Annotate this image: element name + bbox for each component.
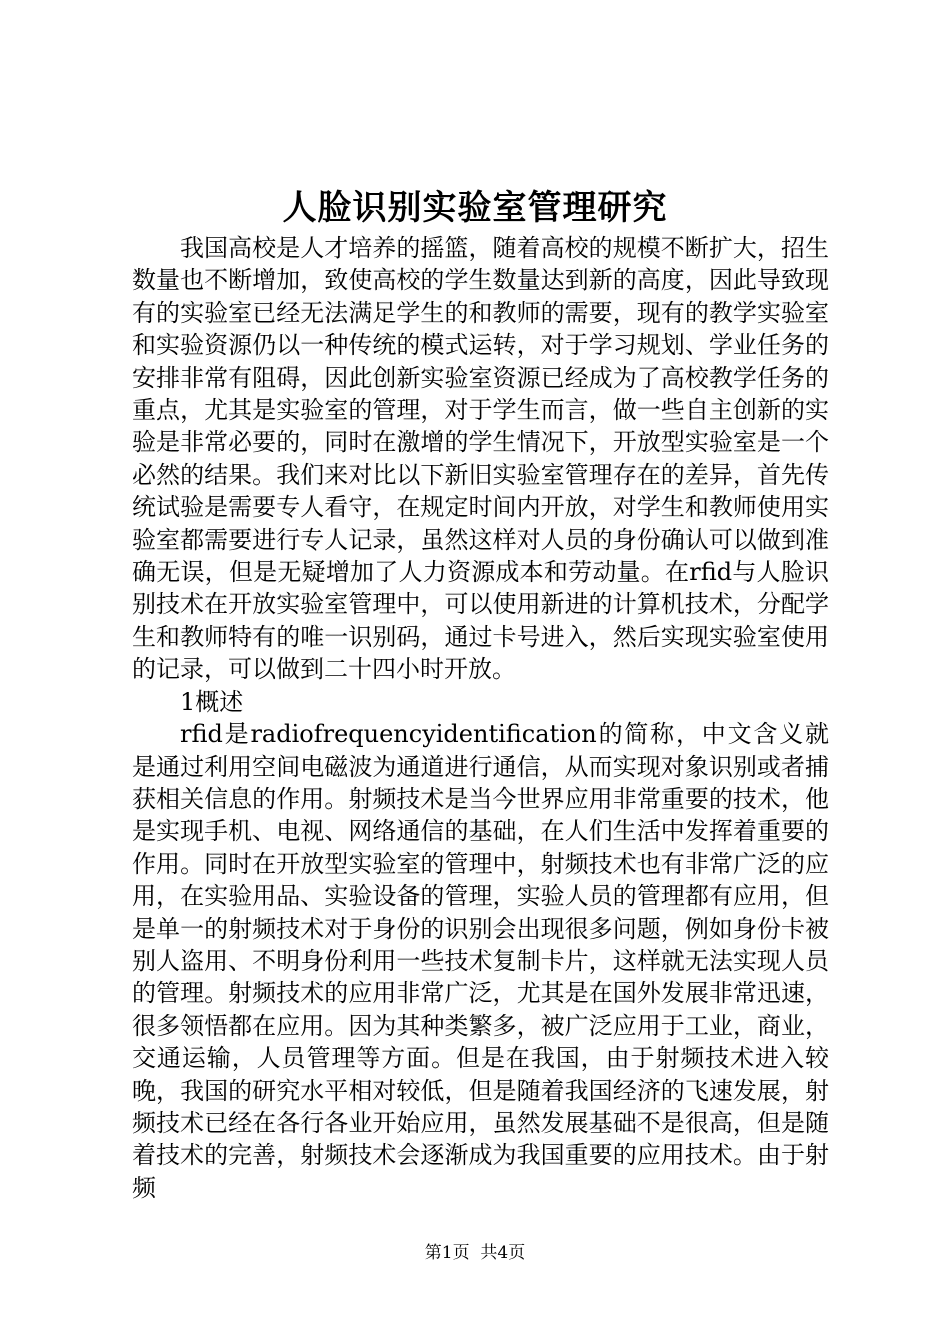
page-footer <box>0 1241 950 1265</box>
document-body <box>132 232 829 1204</box>
paragraph-intro: 我国高校是人才培养的摇篮，随着高校的规模不断扩大，招生数量也不断增加，致使高校的学生数量达到新的高度，因此导致现有的实验室已经无法满足学生的和教师的需要，现有的教学实验室和实验资源仍以一种传统的模式运转，对于学习规划、学业任务的安排非常有阻碍，因此创新实验室资源已经成为了高校教学任务的重点，尤其是实验室的管理，对于学生而言，做一些自主创新的实验是非常必要的，同时在激增的学生情况下，开放型实验室是一个必然的结果。我们来对比以下新旧实验室管理存在的差异，首先传统试验是需要专人看守，在规定时间内开放，对学生和教师使用实验室都需要进行专人记录，虽然这样对人员的身份确认可以做到准确无误，但是无疑增加了人力资源成本和劳动量。在rfid与人脸识别技术在开放实验室管理中，可以使用新进的计算机技术，分配学生和教师特有的唯一识别码，通过卡号进入，然后实现实验室使用的记录，可以做到二十四小时开放。 <box>132 234 829 684</box>
paragraph-rfid: rfid是radiofrequencyidentification的简称，中文含义就是通过利用空间电磁波为通道进行通信，从而实现对象识别或者捕获相关信息的作用。射频技术是当今世界应用非常重要的技术，他是实现手机、电视、网络通信的基础，在人们生活中发挥着重要的作用。同时在开放型实验室的管理中，射频技术也有非常广泛的应用，在实验用品、实验设备的管理，实验人员的管理都有应用，但是单一的射频技术对于身份的识别会出现很多问题，例如身份卡被别人盗用、不明身份利用一些技术复制卡片，这样就无法实现人员的管理。射频技术的应用非常广泛，尤其是在国外发展非常迅速，很多领悟都在应用。因为其种类繁多，被广泛应用于工业，商业，交通运输，人员管理等方面。但是在我国，由于射频技术进入较晚，我国的研究水平相对较低，但是随着我国经济的飞速发展，射频技术已经在各行各业开始应用，虽然发展基础不是很高，但是随着技术的完善，射频技术会逐渐成为我国重要的应用技术。由于射频 <box>132 720 829 1202</box>
page-number: 第1页 共4页 <box>424 1243 526 1263</box>
document-title: 人脸识别实验室管理研究 <box>282 188 668 228</box>
section-heading-overview: 1概述 <box>180 687 244 716</box>
